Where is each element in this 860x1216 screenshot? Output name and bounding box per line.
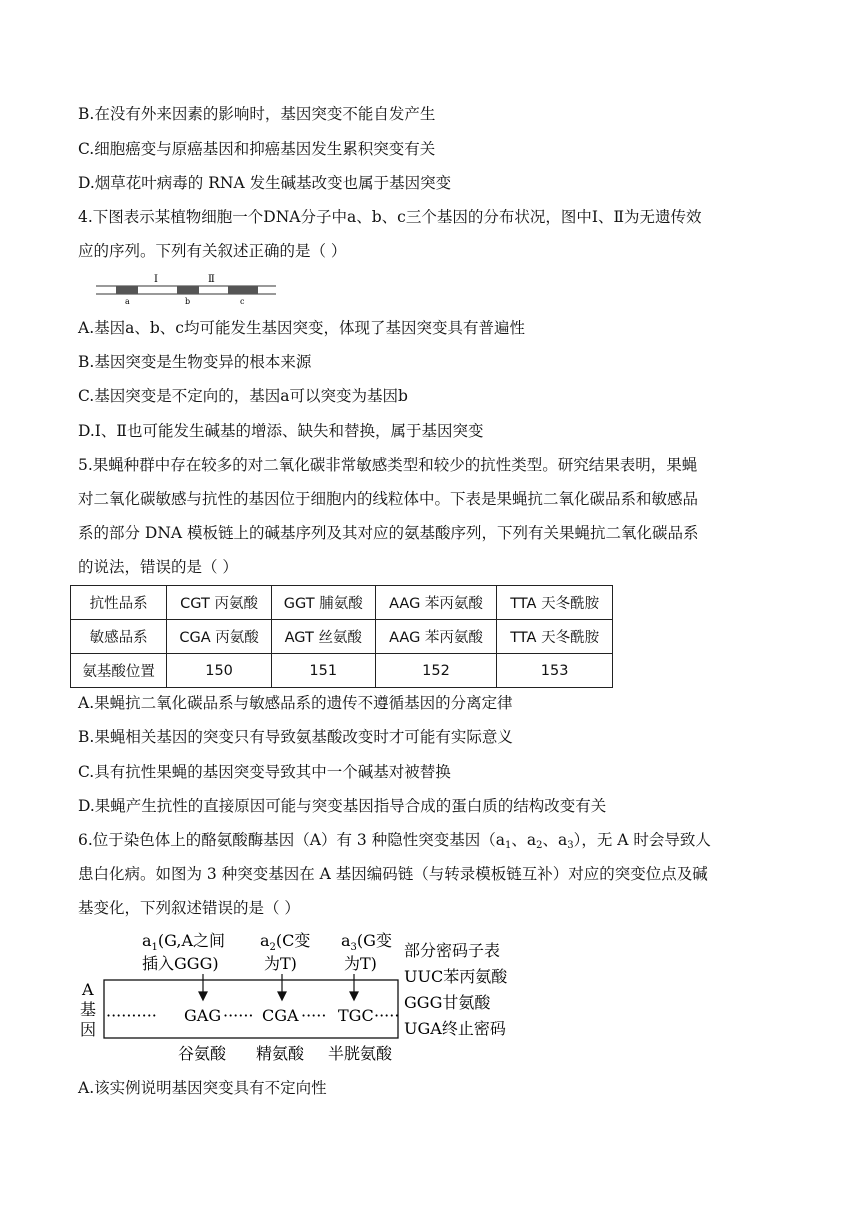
gene-label-line1: A [82,980,94,999]
codon-cga: CGA [262,1006,299,1025]
mutation-arrows [199,974,358,1000]
codon: CGA [179,630,211,646]
table-row-resistant [71,586,613,620]
aa-glutamate: 谷氨酸 [178,1044,227,1063]
table-cell [271,620,375,654]
gene-b-label: b [185,297,191,306]
a2-label-line2: 为T) [264,954,297,973]
label-I: I [154,274,158,285]
q4-option-d: D.I、Ⅱ也可能发生碱基的增添、缺失和替换，属于基因突变 [78,422,484,440]
arrow-a1-head [199,992,207,1000]
table-cell [375,586,497,620]
a1-label: $a_1(G,A$之间 [142,931,226,953]
codon: AAG [389,596,421,612]
aa-cysteine: 半胱氨酸 [328,1044,393,1063]
codon: TTA [510,596,537,612]
q5-stem-line3: 系的部分 DNA 模板链上的碱基序列及其对应的氨基酸序列，下列有关果蝇抗二氧化碳品系 [78,524,699,542]
gene-label-line2: 基 [80,1000,97,1019]
codon-table-ggg: GGG甘氨酸 [404,993,491,1012]
a3-label: $a_3(G$变 [341,931,392,953]
amino-acid: 丝氨酸 [318,630,362,646]
codon-tgc: TGC [338,1006,374,1025]
codon: CGT [180,596,210,612]
q5-stem-line2: 对二氧化碳敏感与抗性的基因位于细胞内的线粒体中。下表是果蝇抗二氧化碳品系和敏感品 [78,490,699,508]
amino-acid: 苯丙氨酸 [424,596,483,612]
amino-acid: 脯氨酸 [319,596,363,612]
position-cell: 150 [167,654,271,688]
table-cell [167,620,271,654]
sequence-dots: ····· [374,1006,400,1025]
table-cell [375,620,497,654]
gene-a-segment [116,286,138,294]
a2-label: $a_2(C$变 [260,931,311,953]
table-cell [271,586,375,620]
q4-stem-line2: 应的序列。下列有关叙述正确的是（ ） [78,242,347,260]
gene-a-label: a [125,297,130,306]
amino-acid: 苯丙氨酸 [424,630,483,646]
q5-option-a: A.果蝇抗二氧化碳品系与敏感品系的遗传不遵循基因的分离定律 [78,694,513,712]
q6-stem-text: 、a [511,831,537,849]
subscript: 2 [536,840,543,851]
a3-label-line2: 为T) [344,954,377,973]
sequence-dots: ····· [301,1006,327,1025]
q6-stem-text: 6.位于染色体上的酪氨酸酶基因（A）有 3 种隐性突变基因（a [78,831,505,849]
codon-table-uga: UGA终止密码 [404,1019,506,1038]
q5-option-b: B.果蝇相关基因的突变只有导致氨基酸改变时才可能有实际意义 [78,728,513,746]
codon: AGT [284,630,314,646]
q6-stem-text: ），无 A 时会导致人 [573,831,711,849]
q4-stem-line1: 4.下图表示某植物细胞一个DNA分子中a、b、c三个基因的分布状况，图中I、Ⅱ为无遗传效 [78,208,702,226]
q6-stem-line2: 患白化病。如图为 3 种突变基因在 A 基因编码链（与转录模板链互补）对应的突变位点及碱 [78,865,708,883]
subscript: 1 [504,840,512,851]
sequence-dots: ······ [223,1006,254,1025]
q5-stem-line4: 的说法，错误的是（ ） [78,558,238,576]
q5-codon-table [70,585,613,688]
label-II: Ⅱ [208,274,215,285]
codon: GGT [283,596,315,612]
sequence-dots: ·········· [106,1006,157,1025]
arrow-a3-head [350,992,358,1000]
gene-c-label: c [240,297,245,306]
q6-option-a: A.该实例说明基因突变具有不定向性 [78,1079,327,1097]
a1-label-line2: 插入GGG) [142,954,219,973]
position-cell: 151 [271,654,375,688]
gene-b-segment [177,286,199,294]
q5-stem-line1: 5.果蝇种群中存在较多的对二氧化碳非常敏感类型和较少的抗性类型。研究结果表明，果蝇 [78,456,698,474]
position-cell: 153 [497,654,613,688]
codon: TTA [510,630,537,646]
table-cell [497,586,613,620]
q5-option-d: D.果蝇产生抗性的直接原因可能与突变基因指导合成的蛋白质的结构改变有关 [78,797,607,815]
aa-arginine: 精氨酸 [256,1044,305,1063]
position-cell: 152 [375,654,497,688]
amino-acid: 天冬酰胺 [541,630,600,646]
amino-acid: 天冬酰胺 [541,596,600,612]
q4-option-b: B.基因突变是生物变异的根本来源 [78,353,312,371]
table-cell [497,620,613,654]
q3-option-b: B.在没有外来因素的影响时，基因突变不能自发产生 [78,105,436,123]
q6-gene-figure [76,924,536,1072]
row-head-sensitive: 敏感品系 [71,620,167,654]
table-cell [167,586,271,620]
codon: AAG [389,630,421,646]
table-row-position [71,654,613,688]
arrow-a2-head [278,992,286,1000]
q5-option-c: C.具有抗性果蝇的基因突变导致其中一个碱基对被替换 [78,763,451,781]
q3-option-d: D.烟草花叶病毒的 RNA 发生碱基改变也属于基因突变 [78,174,452,192]
row-head-resistant: 抗性品系 [71,586,167,620]
q3-option-c: C.细胞癌变与原癌基因和抑癌基因发生累积突变有关 [78,140,436,158]
q4-option-a: A.基因a、b、c均可能发生基因突变，体现了基因突变具有普遍性 [78,319,525,337]
gene-c-segment [228,286,258,294]
gene-label-line3: 因 [80,1020,97,1039]
q4-dna-figure [94,270,284,306]
amino-acid: 丙氨酸 [214,596,258,612]
q6-stem-line1 [78,830,711,856]
row-head-position: 氨基酸位置 [71,654,167,688]
table-row-sensitive [71,620,613,654]
q6-stem-text: 、a [542,831,568,849]
codon-table-title: 部分密码子表 [404,941,501,960]
codon-gag: GAG [184,1006,222,1025]
q6-stem-line3: 基变化，下列叙述错误的是（ ） [78,899,300,917]
q4-option-c: C.基因突变是不定向的，基因a可以突变为基因b [78,387,408,405]
subscript: 3 [567,840,574,851]
amino-acid: 丙氨酸 [215,630,259,646]
codon-table-uuc: UUC苯丙氨酸 [404,967,508,986]
